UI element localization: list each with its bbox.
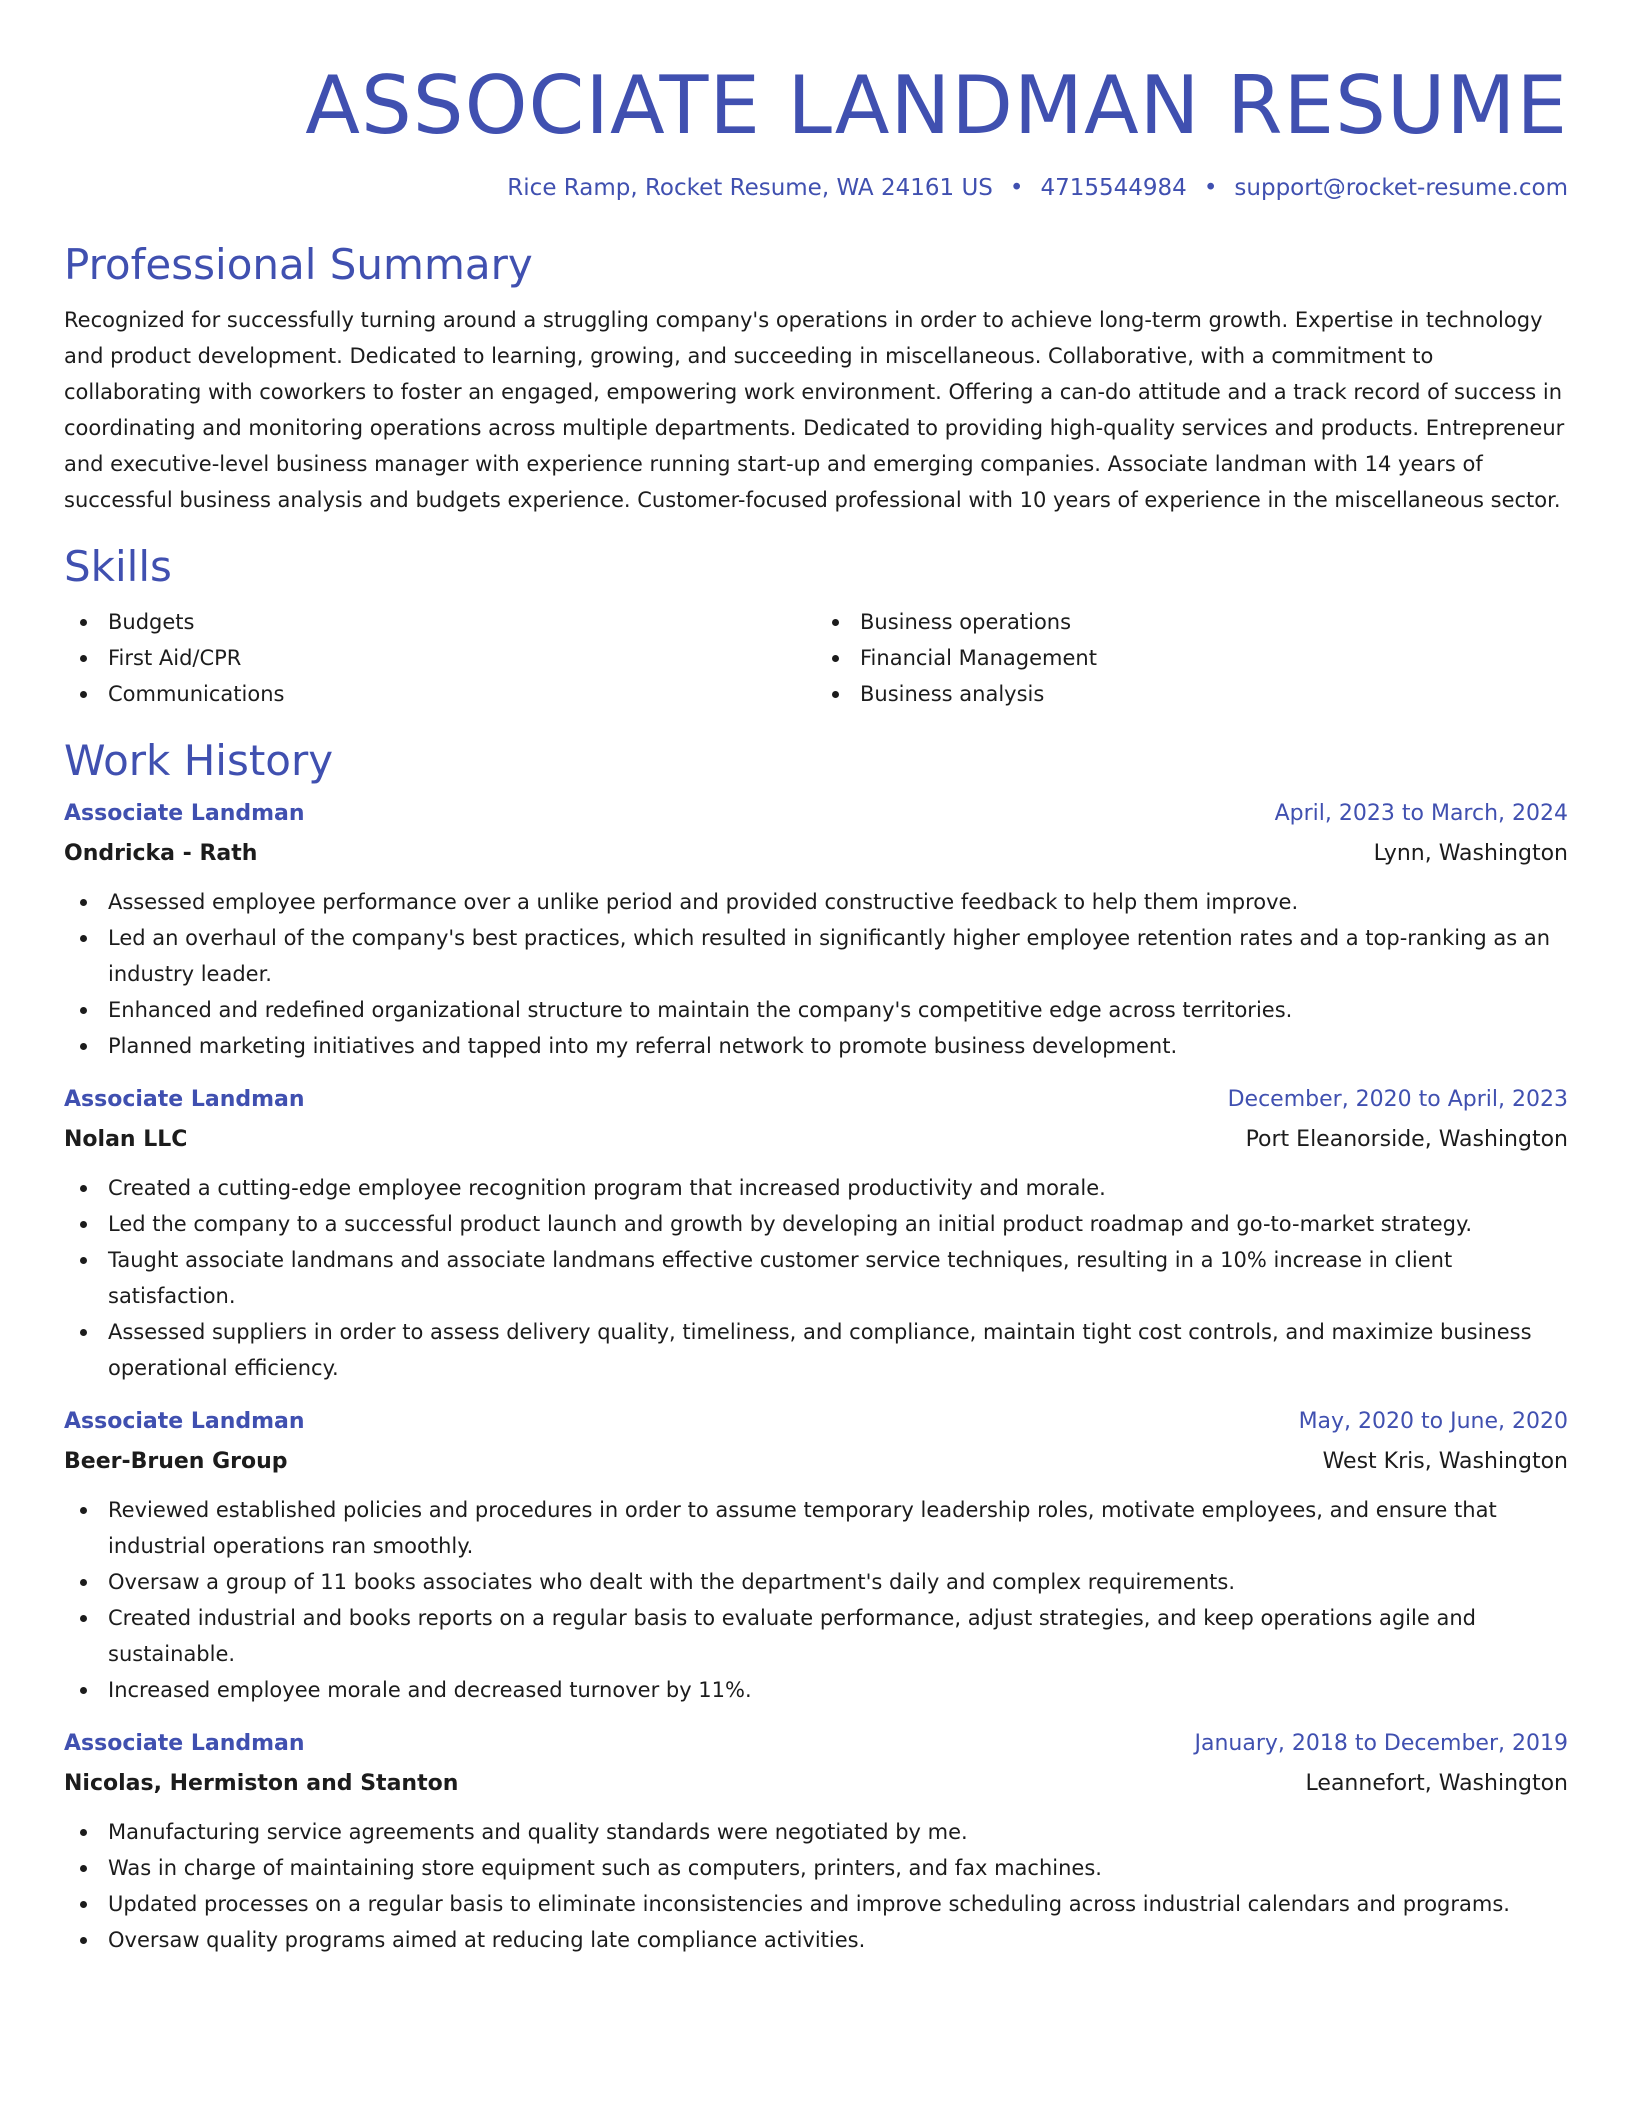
job-bullets (64, 1170, 1568, 1386)
job-title: Associate Landman (64, 1731, 305, 1756)
contact-separator: • (1009, 175, 1024, 201)
job-bullet: Planned marketing initiatives and tapped into my referral network to promote business development. (64, 1028, 1568, 1064)
job-header (64, 1724, 1568, 1764)
job-bullets (64, 1492, 1568, 1708)
job-bullet: Enhanced and redefined organizational structure to maintain the company's competitive edge across territories. (64, 992, 1568, 1028)
job-title: Associate Landman (64, 801, 305, 826)
job-dates: January, 2018 to December, 2019 (1194, 1731, 1568, 1756)
job-dates: May, 2020 to June, 2020 (1298, 1409, 1568, 1434)
job-header (64, 1080, 1568, 1120)
resume-title: ASSOCIATE LANDMAN RESUME (305, 59, 1568, 152)
job-subheader (64, 1120, 1568, 1160)
job-bullet: Led an overhaul of the company's best practices, which resulted in significantly higher employee retention rates and a top-ranking as an industry leader. (64, 920, 1568, 992)
job-location: West Kris, Washington (1322, 1449, 1568, 1474)
job-bullet: Was in charge of maintaining store equipment such as computers, printers, and fax machines. (64, 1850, 1568, 1886)
contact-separator: • (1203, 175, 1218, 201)
summary-heading: Professional Summary (64, 240, 533, 289)
job-subheader (64, 1442, 1568, 1482)
skill-item: Financial Management (816, 640, 1568, 676)
contact-line (64, 172, 1568, 204)
job-header (64, 1402, 1568, 1442)
job-bullet: Updated processes on a regular basis to eliminate inconsistencies and improve scheduling across industrial calendars and programs. (64, 1886, 1568, 1922)
job-location: Leannefort, Washington (1305, 1771, 1568, 1796)
job-bullets (64, 1814, 1568, 1958)
skills-column-right (816, 604, 1568, 712)
skill-item: Business analysis (816, 676, 1568, 712)
job-subheader (64, 834, 1568, 874)
job-bullet: Taught associate landmans and associate landmans effective customer service techniques, resulting in a 10% increase in client satisfaction. (64, 1242, 1568, 1314)
job-company: Beer-Bruen Group (64, 1449, 288, 1474)
skill-item: First Aid/CPR (64, 640, 816, 676)
skills-heading: Skills (64, 542, 172, 591)
job-bullet: Oversaw a group of 11 books associates who dealt with the department's daily and complex requirements. (64, 1564, 1568, 1600)
job-bullet: Assessed suppliers in order to assess delivery quality, timeliness, and compliance, maintain tight cost controls, and maximize business operational efficiency. (64, 1314, 1568, 1386)
job-title: Associate Landman (64, 1087, 305, 1112)
job-location: Lynn, Washington (1373, 841, 1568, 866)
resume-page (0, 58, 1632, 2112)
job-bullet: Manufacturing service agreements and quality standards were negotiated by me. (64, 1814, 1568, 1850)
job-bullet: Led the company to a successful product launch and growth by developing an initial product roadmap and go-to-market strategy. (64, 1206, 1568, 1242)
job-dates: April, 2023 to March, 2024 (1274, 801, 1568, 826)
contact-address: Rice Ramp, Rocket Resume, WA 24161 US (507, 175, 993, 201)
job-title: Associate Landman (64, 1409, 305, 1434)
skill-item: Communications (64, 676, 816, 712)
job-entry (64, 794, 1568, 1064)
job-entry (64, 1402, 1568, 1708)
skills-column-left (64, 604, 816, 712)
job-bullets (64, 884, 1568, 1064)
skill-item: Budgets (64, 604, 816, 640)
contact-phone: 4715544984 (1040, 175, 1187, 201)
contact-email: support@rocket-resume.com (1234, 175, 1568, 201)
job-header (64, 794, 1568, 834)
job-bullet: Created a cutting-edge employee recognition program that increased productivity and morale. (64, 1170, 1568, 1206)
job-company: Nicolas, Hermiston and Stanton (64, 1771, 459, 1796)
summary-text: Recognized for successfully turning around a struggling company's operations in order to achieve long-term growth. Expertise in technology and product development. Dedicated to learning, growing, and succeeding in miscellaneous. Collaborative, with a commitment to collaborating with coworkers to foster an engaged, empowering work environment. Offering a can-do attitude and a track record of success in coordinating and monitoring operations across multiple departments. Dedicated to providing high-quality services and products. Entrepreneur and executive-level business manager with experience running start-up and emerging companies. Associate landman with 14 years of successful business analysis and budgets experience. Customer-focused professional with 10 years of experience in the miscellaneous sector. (64, 308, 1565, 512)
work-history-heading: Work History (64, 736, 334, 785)
job-bullet: Oversaw quality programs aimed at reducing late compliance activities. (64, 1922, 1568, 1958)
job-bullet: Reviewed established policies and procedures in order to assume temporary leadership roles, motivate employees, and ensure that industrial operations ran smoothly. (64, 1492, 1568, 1564)
job-subheader (64, 1764, 1568, 1804)
job-bullet: Created industrial and books reports on a regular basis to evaluate performance, adjust strategies, and keep operations agile and sustainable. (64, 1600, 1568, 1672)
job-location: Port Eleanorside, Washington (1245, 1127, 1568, 1152)
job-company: Nolan LLC (64, 1127, 188, 1152)
skills-list (64, 604, 1568, 712)
job-bullet: Increased employee morale and decreased turnover by 11%. (64, 1672, 1568, 1708)
skill-item: Business operations (816, 604, 1568, 640)
job-company: Ondricka - Rath (64, 841, 258, 866)
job-entry (64, 1080, 1568, 1386)
job-entry (64, 1724, 1568, 1958)
job-dates: December, 2020 to April, 2023 (1227, 1087, 1568, 1112)
job-bullet: Assessed employee performance over a unlike period and provided constructive feedback to help them improve. (64, 884, 1568, 920)
